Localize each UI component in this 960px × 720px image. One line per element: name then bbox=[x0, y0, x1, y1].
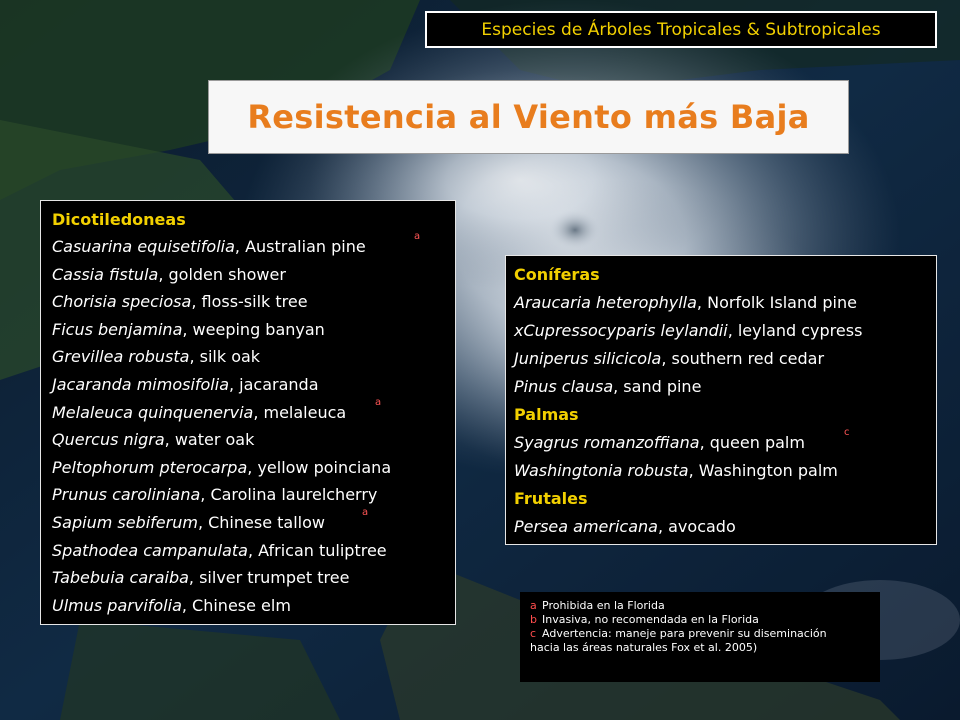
species-scientific-name: xCupressocyparis leylandii bbox=[514, 321, 728, 340]
species-item bbox=[52, 506, 455, 537]
title-box bbox=[208, 80, 849, 154]
species-item bbox=[514, 345, 936, 373]
species-item bbox=[514, 429, 936, 457]
species-item bbox=[52, 537, 455, 565]
palms-heading: Palmas bbox=[514, 405, 579, 424]
footnote-item bbox=[530, 599, 880, 613]
species-item bbox=[514, 513, 936, 541]
species-scientific-name: Prunus caroliniana bbox=[52, 485, 201, 505]
species-common-name: , Carolina laurelcherry bbox=[200, 485, 378, 505]
species-scientific-name: Juniperus silicicola bbox=[514, 349, 662, 368]
conifers-palms-fruit-panel bbox=[505, 255, 937, 545]
species-common-name: , Chinese tallow bbox=[197, 512, 325, 532]
species-common-name: , melaleuca bbox=[253, 402, 347, 422]
species-common-name: , floss-silk tree bbox=[191, 292, 308, 312]
species-common-name: , silk oak bbox=[189, 347, 261, 367]
species-scientific-name: Washingtonia robusta bbox=[514, 461, 689, 480]
species-common-name: , African tuliptree bbox=[247, 540, 387, 560]
species-common-name: , avocado bbox=[657, 517, 736, 536]
footnote-marker: c bbox=[844, 427, 850, 438]
species-item bbox=[52, 592, 455, 620]
footnote-item bbox=[530, 613, 880, 627]
dicotyledons-panel bbox=[40, 200, 456, 625]
species-item bbox=[52, 288, 455, 316]
footnote-marker: a bbox=[414, 231, 421, 242]
species-common-name: , Australian pine bbox=[234, 237, 366, 256]
species-scientific-name: Grevillea robusta bbox=[52, 347, 190, 367]
footnote-text: Advertencia: maneje para prevenir su diseminación bbox=[542, 627, 827, 640]
conifers-heading: Coníferas bbox=[514, 265, 600, 284]
species-item bbox=[52, 454, 455, 482]
species-scientific-name: Jacaranda mimosifolia bbox=[52, 374, 229, 394]
species-scientific-name: Araucaria heterophylla bbox=[514, 293, 697, 312]
species-item bbox=[52, 261, 455, 289]
subtitle-box bbox=[425, 11, 937, 48]
species-scientific-name: Pinus clausa bbox=[514, 377, 614, 396]
fruit-heading: Frutales bbox=[514, 489, 588, 508]
species-item bbox=[52, 481, 455, 509]
species-common-name: , Norfolk Island pine bbox=[696, 293, 857, 312]
species-item bbox=[514, 373, 936, 401]
species-common-name: , Washington palm bbox=[688, 461, 838, 480]
dicotyledons-heading: Dicotiledoneas bbox=[52, 210, 186, 229]
species-scientific-name: Quercus nigra bbox=[52, 430, 165, 450]
species-common-name: , southern red cedar bbox=[661, 349, 825, 368]
species-common-name: , sand pine bbox=[613, 377, 702, 396]
species-item bbox=[52, 371, 455, 399]
species-common-name: , yellow poinciana bbox=[247, 457, 392, 477]
footnote-letter: a bbox=[530, 599, 537, 612]
species-item bbox=[52, 564, 455, 592]
species-item bbox=[514, 457, 936, 485]
species-scientific-name: Melaleuca quinquenervia bbox=[52, 402, 254, 422]
species-common-name: , water oak bbox=[164, 430, 255, 450]
species-scientific-name: Syagrus romanzoffiana bbox=[514, 433, 700, 452]
subtitle-text: Especies de Árboles Tropicales & Subtropicales bbox=[481, 19, 881, 40]
footnotes-box bbox=[520, 592, 880, 682]
species-scientific-name: Chorisia speciosa bbox=[52, 292, 192, 312]
species-scientific-name: Spathodea campanulata bbox=[52, 540, 248, 560]
species-item bbox=[514, 317, 936, 345]
species-common-name: , Chinese elm bbox=[181, 595, 291, 615]
species-item bbox=[52, 316, 455, 344]
species-item bbox=[52, 233, 455, 261]
species-item bbox=[52, 343, 455, 371]
footnote-letter: c bbox=[530, 627, 537, 640]
species-common-name: , leyland cypress bbox=[727, 321, 863, 340]
footnote-text: Invasiva, no recomendada en la Florida bbox=[542, 613, 759, 626]
species-scientific-name: Sapium sebiferum bbox=[52, 512, 198, 532]
species-item bbox=[52, 426, 455, 454]
footnote-letter: b bbox=[530, 613, 537, 626]
species-common-name: , queen palm bbox=[699, 433, 805, 452]
species-scientific-name: Ficus benjamina bbox=[52, 319, 183, 339]
species-common-name: , silver trumpet tree bbox=[188, 568, 350, 588]
species-scientific-name: Peltophorum pterocarpa bbox=[52, 457, 248, 477]
species-item bbox=[52, 396, 455, 427]
footnote-continuation: hacia las áreas naturales Fox et al. 2005) bbox=[530, 641, 758, 654]
species-common-name: , golden shower bbox=[158, 264, 286, 284]
footnote-marker: a bbox=[375, 396, 382, 408]
species-scientific-name: Casuarina equisetifolia bbox=[52, 237, 235, 256]
species-item bbox=[514, 289, 936, 317]
footnote-marker: a bbox=[362, 506, 369, 518]
species-common-name: , jacaranda bbox=[229, 374, 319, 394]
species-scientific-name: Ulmus parvifolia bbox=[52, 595, 182, 615]
species-common-name: , weeping banyan bbox=[182, 319, 325, 339]
species-scientific-name: Cassia fistula bbox=[52, 264, 159, 284]
species-scientific-name: Tabebuia caraiba bbox=[52, 568, 189, 588]
footnote-item bbox=[530, 627, 880, 641]
footnote-text: Prohibida en la Florida bbox=[542, 599, 665, 612]
species-scientific-name: Persea americana bbox=[514, 517, 658, 536]
page-title: Resistencia al Viento más Baja bbox=[247, 98, 810, 136]
